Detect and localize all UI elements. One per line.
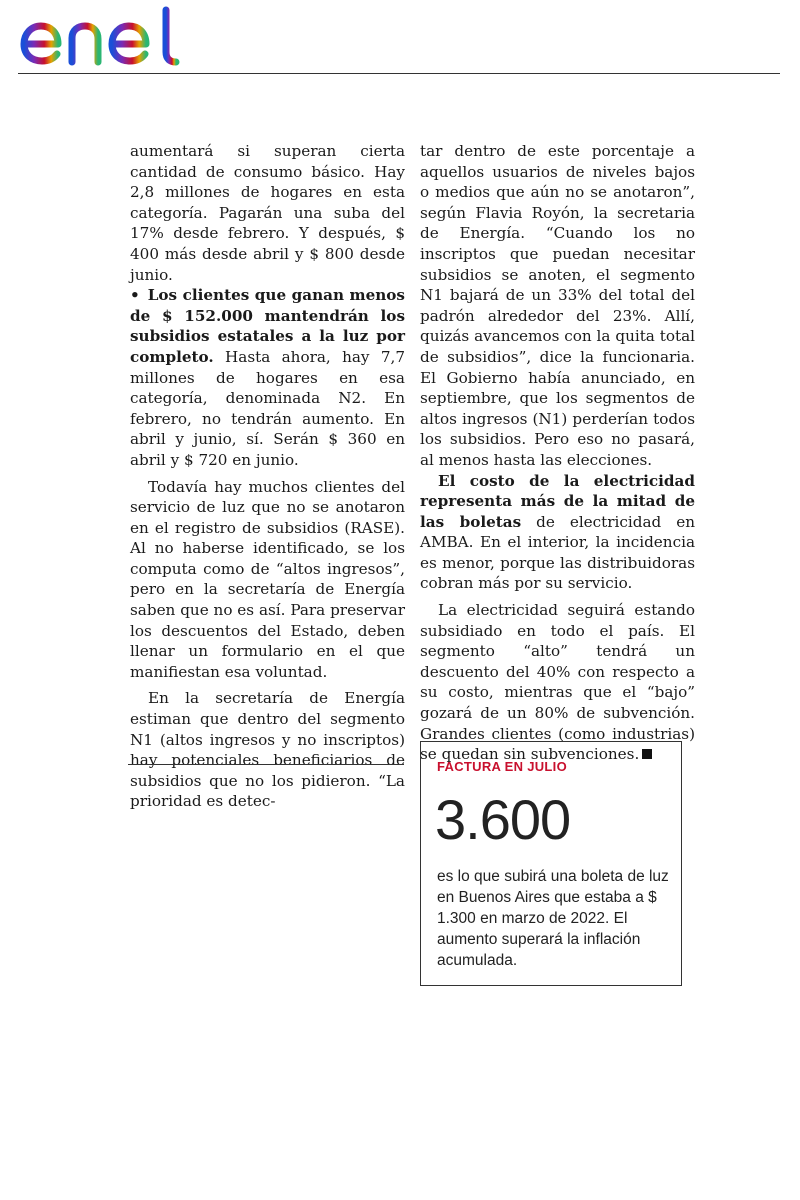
paragraph-lead: El costo de la electricidad representa más de la mitad de las boletas — [420, 471, 695, 531]
bullet-body: Hasta ahora, hay 7,7 millones de hogares en esa categoría, denominada N2. En febrero, no tendrán aumento. En abril y junio, sí. Serán $ 360 en abril y $ 720 en junio. — [130, 347, 405, 469]
box-highlight-number: 3.600 — [435, 788, 571, 851]
bullet-icon: • — [130, 286, 140, 305]
article-left-column — [130, 141, 405, 812]
paragraph-body: de electricidad en AMBA. En el interior, la incidencia es menor, porque las distribuidoras cobran más por su servicio. — [420, 512, 695, 593]
bullet-paragraph — [130, 285, 405, 470]
box-text: es lo que subirá una boleta de luz en Buenos Aires que estaba a $ 1.300 en marzo de 2022. El aumento superará la inflación acumulada. — [437, 868, 669, 969]
header-rule — [18, 73, 780, 74]
paragraph-text: La electricidad seguirá estando subsidiado en todo el país. El segmento “alto” tendrá un descuento del 40% con respecto a su costo, mientras que el “bajo” gozará de un 80% de subvención. Grandes clientes (como industrias) se quedan sin subvenciones. — [420, 601, 695, 764]
paragraph: aumentará si superan cierta cantidad de consumo básico. Hay 2,8 millones de hogares en esta categoría. Pagarán una suba del 17% desde febrero. Y después, $ 400 más desde abril y $ 800 desde junio. — [130, 142, 405, 284]
enel-logo — [18, 6, 188, 70]
article-right-column — [420, 141, 695, 765]
paragraph: En la secretaría de Energía estiman que dentro del segmento N1 (altos ingresos y no inscriptos) hay potenciales beneficiarios de subsidios que no los pidieron. “La prioridad es detec- — [130, 689, 405, 811]
factura-sidebar-box — [420, 741, 682, 986]
paragraph: Todavía hay muchos clientes del servicio de luz que no se anotaron en el registro de subsidios (RASE). Al no haberse identificado, se los computa como de “altos ingresos”, pero en la secretaría de Energía saben que no es así. Para preservar los descuentos del Estado, deben llenar un formulario en el que manifiestan esa voluntad. — [130, 477, 405, 681]
paragraph: tar dentro de este porcentaje a aquellos usuarios de niveles bajos o medios que aún no se anotaron”, según Flavia Royón, la secretaria de Energía. “Cuando los no inscriptos que puedan necesitar subsidios se anoten, el segmento N1 bajará de un 33% del total del padrón alrededor del 23%. Allí, quizás avancemos con la quita total de subsidios”, dice la funcionaria. El Gobierno había anunciado, en septiembre, que los segmentos de altos ingresos (N1) perderían todos los subsidios. Pero eso no pasará, al menos hasta las elecciones. — [420, 142, 695, 469]
bold-lead-paragraph — [420, 471, 695, 595]
column-end-rule — [128, 764, 404, 765]
bullet-lead: Los clientes que ganan menos de $ 152.000 mantendrán los subsidios estatales a la luz por completo. — [130, 286, 405, 366]
box-kicker: FACTURA EN JULIO — [437, 759, 567, 774]
